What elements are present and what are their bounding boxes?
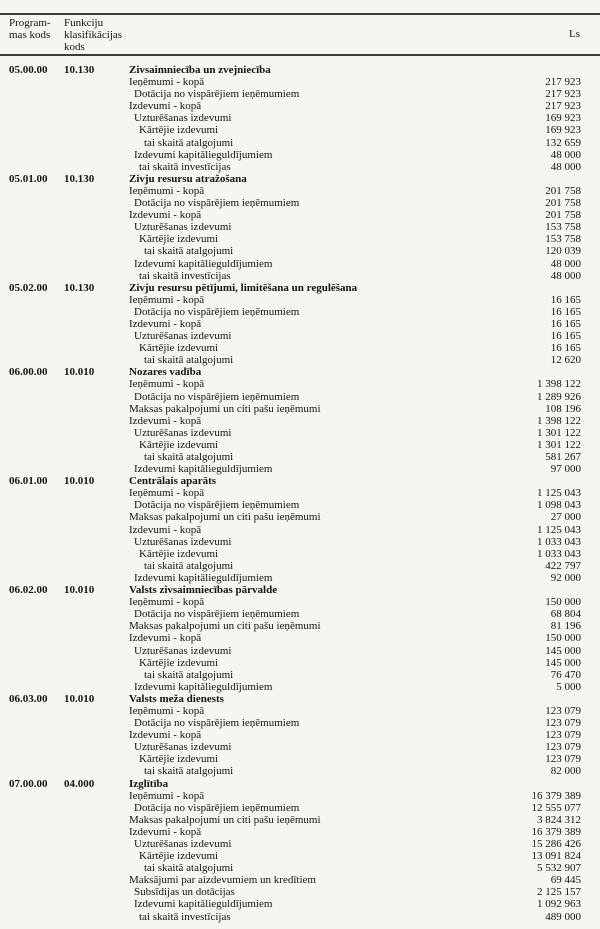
table-row <box>0 245 600 257</box>
function-code: 10.010 <box>64 475 95 488</box>
line-item-label: Izdevumi - kopā <box>129 317 202 330</box>
line-item-label: tai skaitā atalgojumi <box>144 559 234 572</box>
section-title: Zivju resursu pētījumi, limitēšana un regulēšana <box>129 281 358 294</box>
table-row <box>0 354 600 366</box>
column-header-function-code <box>64 17 600 53</box>
line-item-value: 1 125 043 <box>537 523 581 536</box>
line-item-value: 81 196 <box>550 620 581 633</box>
line-item-label: Maksas pakalpojumi un citi pašu ieņēmumi <box>129 402 321 415</box>
function-code: 10.130 <box>64 281 95 294</box>
table-row <box>0 838 600 850</box>
section-title: Zivsaimniecība un zvejniecība <box>129 64 271 76</box>
line-item-label: Izdevumi - kopā <box>129 523 202 536</box>
table-header <box>0 13 600 56</box>
table-row <box>0 318 600 330</box>
line-item-label: tai skaitā atalgojumi <box>144 862 234 875</box>
line-item-value: 489 000 <box>545 910 581 923</box>
line-item-label: Izdevumi - kopā <box>129 632 202 645</box>
table-row <box>0 342 600 354</box>
table-row <box>0 657 600 669</box>
line-item-value: 1 098 043 <box>537 499 581 512</box>
section-title: Valsts zivsaimniecības pārvalde <box>129 584 278 597</box>
line-item-label: Kārtējie izdevumi <box>139 753 219 766</box>
line-item-label: Dotācija no vispārējiem ieņēmumiem <box>134 801 300 814</box>
line-item-value: 48 000 <box>550 269 581 282</box>
table-row <box>0 439 600 451</box>
function-code: 10.130 <box>64 172 95 185</box>
table-row <box>0 886 600 898</box>
line-item-label: Uzturēšanas izdevumi <box>134 426 232 439</box>
section-title-row <box>0 282 600 294</box>
table-row <box>0 88 600 100</box>
table-row <box>0 741 600 753</box>
section-title: Valsts meža dienests <box>129 692 224 705</box>
section-title-row <box>0 475 600 487</box>
table-row <box>0 306 600 318</box>
column-header-program-code <box>9 17 51 41</box>
line-item-value: 153 758 <box>545 221 581 234</box>
section-title-row <box>0 584 600 596</box>
table-row <box>0 137 600 149</box>
line-item-value: 16 379 389 <box>531 825 581 838</box>
line-item-label: tai skaitā atalgojumi <box>144 245 234 258</box>
line-item-value: 201 758 <box>545 197 581 210</box>
line-item-label: Uzturēšanas izdevumi <box>134 535 232 548</box>
line-item-label: Dotācija no vispārējiem ieņēmumiem <box>134 717 300 730</box>
line-item-label: tai skaitā investīcijas <box>139 269 231 282</box>
line-item-label: Kārtējie izdevumi <box>139 438 219 451</box>
table-row <box>0 270 600 282</box>
line-item-label: tai skaitā atalgojumi <box>144 354 234 367</box>
section-title-row <box>0 64 600 76</box>
line-item-label: Ieņēmumi - kopā <box>129 487 205 500</box>
table-row <box>0 100 600 112</box>
line-item-value: 145 000 <box>545 656 581 669</box>
table-row <box>0 790 600 802</box>
line-item-label: Subsīdijas un dotācijas <box>134 886 235 899</box>
line-item-value: 120 039 <box>545 245 581 258</box>
line-item-label: Ieņēmumi - kopā <box>129 293 205 306</box>
line-item-value: 16 379 389 <box>531 789 581 802</box>
line-item-value: 1 301 122 <box>537 426 581 439</box>
line-item-label: Ieņēmumi - kopā <box>129 184 205 197</box>
line-item-label: Kārtējie izdevumi <box>139 547 219 560</box>
table-row <box>0 765 600 777</box>
function-code: 10.130 <box>64 64 95 76</box>
line-item-label: Uzturēšanas izdevumi <box>134 221 232 234</box>
line-item-value: 16 165 <box>550 342 581 355</box>
table-row <box>0 511 600 523</box>
line-item-value: 108 196 <box>545 402 581 415</box>
line-item-value: 217 923 <box>545 76 581 89</box>
line-item-value: 123 079 <box>545 753 581 766</box>
table-row <box>0 608 600 620</box>
table-row <box>0 729 600 741</box>
table-row <box>0 112 600 124</box>
table-row <box>0 124 600 136</box>
line-item-label: Uzturēšanas izdevumi <box>134 741 232 754</box>
table-row <box>0 826 600 838</box>
program-code: 05.00.00 <box>9 64 48 76</box>
table-row <box>0 161 600 173</box>
line-item-value: 1 398 122 <box>537 378 581 391</box>
program-col-line1: Program- <box>9 17 51 29</box>
line-item-label: Izdevumi - kopā <box>129 825 202 838</box>
table-row <box>0 415 600 427</box>
table-row <box>0 378 600 390</box>
line-item-value: 5 000 <box>556 680 581 693</box>
line-item-label: tai skaitā atalgojumi <box>144 136 234 149</box>
section-title-row <box>0 173 600 185</box>
table-row <box>0 560 600 572</box>
table-row <box>0 197 600 209</box>
line-item-value: 201 758 <box>545 184 581 197</box>
line-item-value: 2 125 157 <box>537 886 581 899</box>
table-row <box>0 705 600 717</box>
table-row <box>0 294 600 306</box>
line-item-value: 169 923 <box>545 112 581 125</box>
line-item-label: tai skaitā atalgojumi <box>144 451 234 463</box>
table-row <box>0 850 600 862</box>
line-item-label: Izdevumi - kopā <box>129 414 202 427</box>
section-title: Izglītība <box>129 777 169 790</box>
line-item-value: 3 824 312 <box>537 813 581 826</box>
line-item-value: 123 079 <box>545 704 581 717</box>
program-code: 05.01.00 <box>9 172 48 185</box>
section-title: Zivju resursu atražošana <box>129 172 247 185</box>
line-item-value: 153 758 <box>545 233 581 246</box>
table-row <box>0 463 600 475</box>
line-item-label: Uzturēšanas izdevumi <box>134 838 232 850</box>
line-item-value: 1 398 122 <box>537 414 581 427</box>
line-item-value: 581 267 <box>545 451 581 463</box>
table-row <box>0 620 600 632</box>
table-row <box>0 911 600 923</box>
section-title-row <box>0 366 600 378</box>
table-row <box>0 874 600 886</box>
table-row <box>0 645 600 657</box>
line-item-label: tai skaitā atalgojumi <box>144 765 234 778</box>
table-row <box>0 681 600 693</box>
line-item-value: 132 659 <box>545 136 581 149</box>
table-row <box>0 548 600 560</box>
function-col-line1: Funkciju <box>64 17 104 29</box>
program-code: 07.00.00 <box>9 777 48 790</box>
table-row <box>0 391 600 403</box>
line-item-label: Kārtējie izdevumi <box>139 233 219 246</box>
line-item-label: tai skaitā investīcijas <box>139 910 231 923</box>
line-item-value: 145 000 <box>545 644 581 657</box>
line-item-label: Ieņēmumi - kopā <box>129 378 205 391</box>
line-item-value: 76 470 <box>550 668 581 681</box>
line-item-value: 48 000 <box>550 148 581 161</box>
table-row <box>0 185 600 197</box>
program-code: 06.03.00 <box>9 692 48 705</box>
line-item-label: tai skaitā atalgojumi <box>144 668 234 681</box>
table-row <box>0 669 600 681</box>
line-item-label: Uzturēšanas izdevumi <box>134 330 232 343</box>
table-row <box>0 149 600 161</box>
table-row <box>0 427 600 439</box>
line-item-label: Izdevumi - kopā <box>129 209 202 222</box>
program-code: 06.01.00 <box>9 475 48 488</box>
line-item-value: 1 289 926 <box>537 390 581 403</box>
line-item-label: Dotācija no vispārējiem ieņēmumiem <box>134 88 300 101</box>
line-item-label: Kārtējie izdevumi <box>139 124 219 137</box>
line-item-value: 16 165 <box>550 305 581 318</box>
line-item-label: Dotācija no vispārējiem ieņēmumiem <box>134 608 300 621</box>
line-item-label: Ieņēmumi - kopā <box>129 789 205 802</box>
line-item-value: 123 079 <box>545 717 581 730</box>
table-row <box>0 403 600 415</box>
table-row <box>0 209 600 221</box>
line-item-label: Izdevumi - kopā <box>129 100 202 113</box>
line-item-label: Dotācija no vispārējiem ieņēmumiem <box>134 197 300 210</box>
line-item-label: Ieņēmumi - kopā <box>129 76 205 89</box>
table-row <box>0 221 600 233</box>
table-row <box>0 596 600 608</box>
line-item-label: Izdevumi kapitālieguldījumiem <box>134 463 273 476</box>
line-item-value: 169 923 <box>545 124 581 137</box>
line-item-value: 16 165 <box>550 317 581 330</box>
line-item-label: Izdevumi - kopā <box>129 729 202 742</box>
program-code: 05.02.00 <box>9 281 48 294</box>
line-item-label: Maksājumi par aizdevumiem un kredītiem <box>129 874 316 887</box>
line-item-value: 1 033 043 <box>537 547 581 560</box>
line-item-label: Kārtējie izdevumi <box>139 850 219 863</box>
line-item-value: 217 923 <box>545 100 581 113</box>
line-item-label: Izdevumi kapitālieguldījumiem <box>134 680 273 693</box>
function-col-line3: kods <box>64 41 85 53</box>
line-item-value: 16 165 <box>550 293 581 306</box>
program-code: 06.02.00 <box>9 584 48 597</box>
line-item-value: 15 286 426 <box>531 838 581 850</box>
line-item-value: 217 923 <box>545 88 581 101</box>
budget-table-body <box>0 64 600 923</box>
line-item-label: Izdevumi kapitālieguldījumiem <box>134 257 273 270</box>
table-row <box>0 76 600 88</box>
function-code: 04.000 <box>64 777 95 790</box>
line-item-value: 48 000 <box>550 257 581 270</box>
line-item-value: 1 301 122 <box>537 438 581 451</box>
table-row <box>0 814 600 826</box>
table-row <box>0 524 600 536</box>
line-item-label: Dotācija no vispārējiem ieņēmumiem <box>134 499 300 512</box>
line-item-value: 5 532 907 <box>537 862 581 875</box>
table-row <box>0 487 600 499</box>
line-item-value: 48 000 <box>550 160 581 173</box>
table-row <box>0 330 600 342</box>
line-item-label: Dotācija no vispārējiem ieņēmumiem <box>134 390 300 403</box>
function-code: 10.010 <box>64 366 95 379</box>
line-item-value: 1 125 043 <box>537 487 581 500</box>
line-item-value: 1 092 963 <box>537 898 581 911</box>
line-item-value: 123 079 <box>545 741 581 754</box>
function-col-line2: klasifikācijas <box>64 29 123 41</box>
table-row <box>0 862 600 874</box>
line-item-label: Izdevumi kapitālieguldījumiem <box>134 148 273 161</box>
line-item-value: 12 555 077 <box>531 801 581 814</box>
table-row <box>0 499 600 511</box>
currency-column-header: Ls <box>569 28 580 40</box>
table-row <box>0 717 600 729</box>
line-item-label: Maksas pakalpojumi un citi pašu ieņēmumi <box>129 620 321 633</box>
program-col-line2: mas kods <box>9 29 51 41</box>
table-row <box>0 898 600 910</box>
line-item-value: 16 165 <box>550 330 581 343</box>
line-item-label: Kārtējie izdevumi <box>139 656 219 669</box>
line-item-label: Ieņēmumi - kopā <box>129 704 205 717</box>
line-item-label: Uzturēšanas izdevumi <box>134 644 232 657</box>
line-item-label: Maksas pakalpojumi un citi pašu ieņēmumi <box>129 511 321 524</box>
line-item-value: 68 804 <box>550 608 581 621</box>
line-item-label: Kārtējie izdevumi <box>139 342 219 355</box>
section-title-row <box>0 693 600 705</box>
line-item-value: 13 091 824 <box>531 850 581 863</box>
line-item-label: Izdevumi kapitālieguldījumiem <box>134 571 273 584</box>
line-item-label: tai skaitā investīcijas <box>139 160 231 173</box>
section-title: Centrālais aparāts <box>129 475 217 488</box>
table-row <box>0 802 600 814</box>
table-row <box>0 258 600 270</box>
table-row <box>0 632 600 644</box>
line-item-label: Dotācija no vispārējiem ieņēmumiem <box>134 305 300 318</box>
function-code: 10.010 <box>64 692 95 705</box>
program-code: 06.00.00 <box>9 366 48 379</box>
budget-document-page <box>0 13 600 929</box>
line-item-value: 201 758 <box>545 209 581 222</box>
line-item-value: 12 620 <box>550 354 581 367</box>
line-item-value: 150 000 <box>545 632 581 645</box>
table-row <box>0 572 600 584</box>
line-item-value: 150 000 <box>545 596 581 609</box>
line-item-label: Ieņēmumi - kopā <box>129 596 205 609</box>
line-item-value: 123 079 <box>545 729 581 742</box>
table-row <box>0 753 600 765</box>
line-item-value: 27 000 <box>550 511 581 524</box>
table-row <box>0 233 600 245</box>
function-code: 10.010 <box>64 584 95 597</box>
line-item-value: 97 000 <box>550 463 581 476</box>
line-item-value: 422 797 <box>545 559 581 572</box>
line-item-label: Izdevumi kapitālieguldījumiem <box>134 898 273 911</box>
section-title-row <box>0 778 600 790</box>
line-item-value: 69 445 <box>550 874 581 887</box>
table-row <box>0 451 600 463</box>
section-title: Nozares vadība <box>129 366 202 379</box>
line-item-value: 82 000 <box>550 765 581 778</box>
line-item-label: Uzturēšanas izdevumi <box>134 112 232 125</box>
line-item-value: 1 033 043 <box>537 535 581 548</box>
line-item-value: 92 000 <box>550 571 581 584</box>
table-row <box>0 536 600 548</box>
line-item-label: Maksas pakalpojumi un citi pašu ieņēmumi <box>129 813 321 826</box>
